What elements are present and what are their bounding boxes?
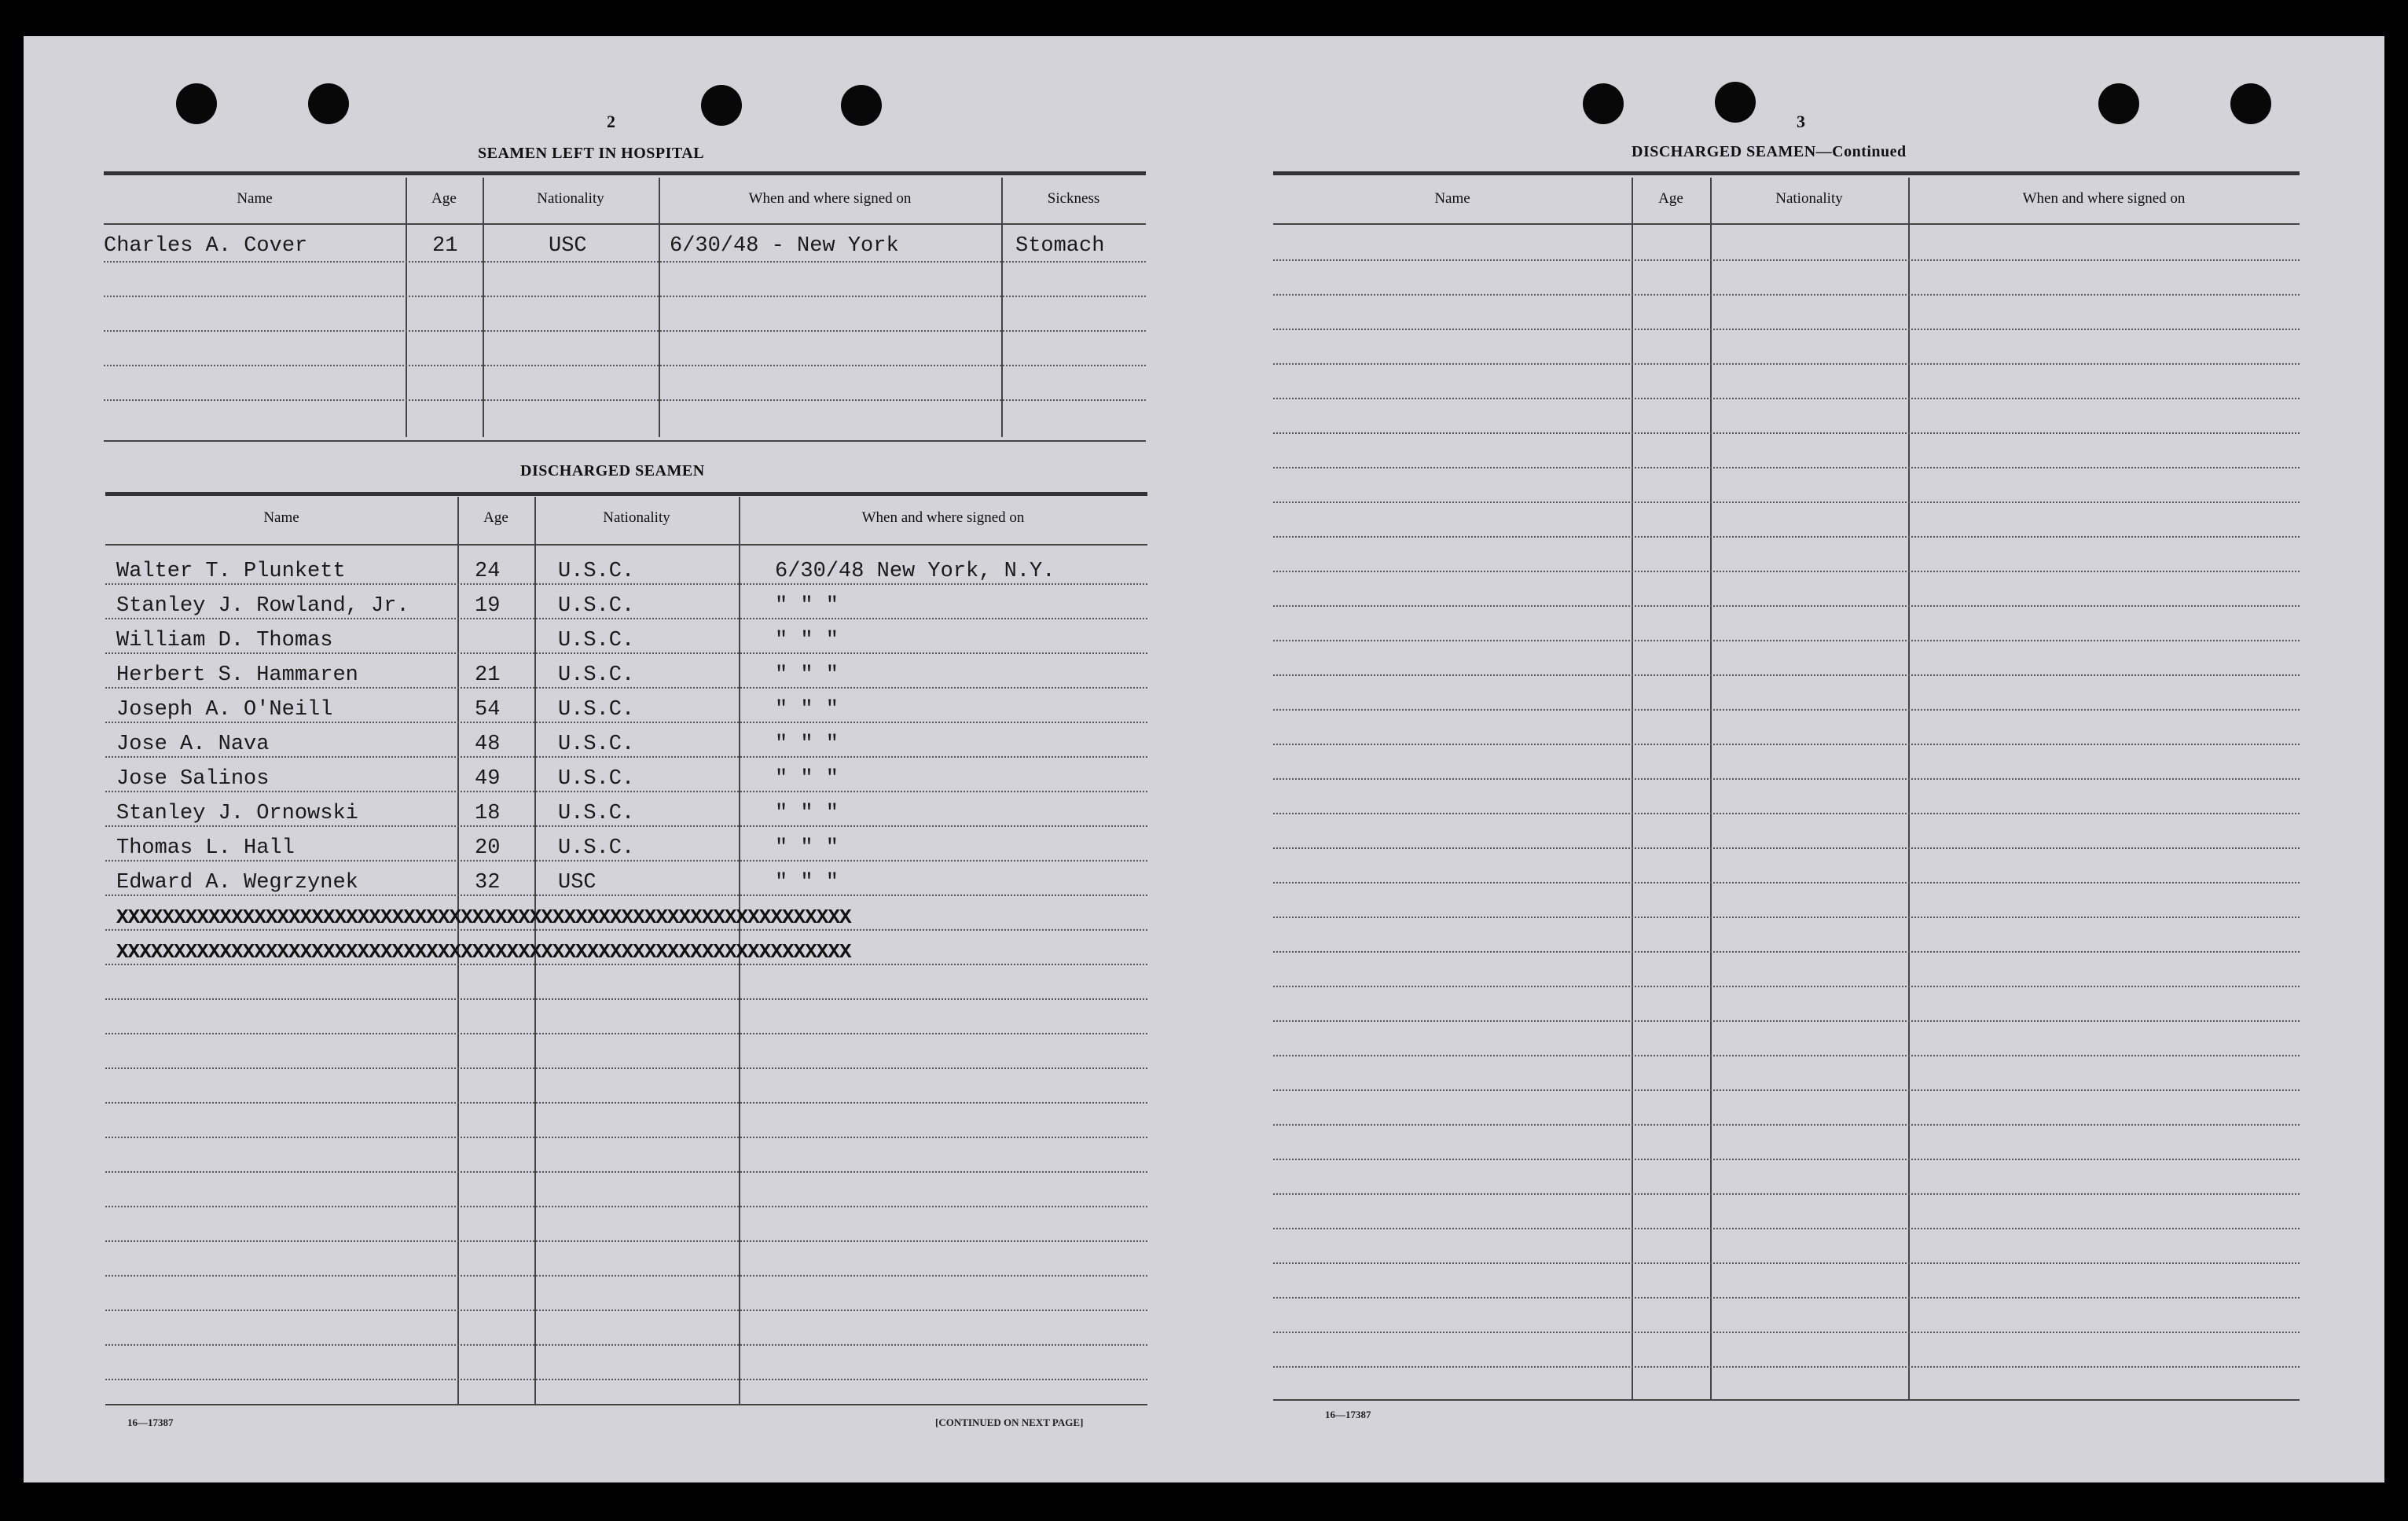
column-header: Name — [237, 190, 273, 207]
discharged-table — [105, 497, 1147, 1409]
discharged-continued-title: DISCHARGED SEAMEN—Continued — [1632, 143, 1907, 160]
hospital-signed-on: 6/30/48 - New York — [670, 234, 899, 258]
seaman-age: 20 — [475, 836, 501, 860]
seaman-nationality: USC — [558, 871, 596, 895]
hospital-age: 21 — [432, 234, 458, 258]
seaman-signed-on: " " " — [775, 663, 839, 687]
hospital-nationality: USC — [549, 234, 587, 258]
divider — [105, 492, 1147, 496]
seaman-age: 32 — [475, 871, 501, 895]
seaman-signed-on: " " " — [775, 802, 839, 825]
continued-note: [CONTINUED ON NEXT PAGE] — [935, 1416, 1084, 1428]
seaman-signed-on: " " " — [775, 871, 839, 895]
column-header: When and where signed on — [861, 509, 1025, 526]
page-number: 2 — [607, 112, 615, 131]
seaman-signed-on: " " " — [775, 629, 839, 652]
column-header: Name — [263, 509, 299, 526]
seaman-age: 21 — [475, 663, 501, 687]
seaman-nationality: U.S.C. — [558, 733, 635, 756]
seaman-age: 54 — [475, 698, 501, 722]
left-page — [24, 36, 1202, 1482]
seaman-nationality: U.S.C. — [558, 594, 635, 618]
seaman-name: Stanley J. Ornowski — [116, 802, 358, 825]
seaman-signed-on: 6/30/48 New York, N.Y. — [775, 560, 1055, 583]
struck-entry: XXXXXXXXXXXXXXXXXXXXXXXXXXXXXXXXXXXXXXXXXXXXXXXXXXXXXXXXXXXXXXXX — [116, 940, 851, 964]
hospital-sickness: Stomach — [1015, 234, 1105, 258]
page-number: 3 — [1797, 112, 1805, 131]
discharged-section-title: DISCHARGED SEAMEN — [520, 462, 705, 479]
column-header: Age — [483, 509, 508, 526]
seaman-signed-on: " " " — [775, 767, 839, 791]
discharged-continued-table — [1273, 178, 2300, 1404]
struck-entry: XXXXXXXXXXXXXXXXXXXXXXXXXXXXXXXXXXXXXXXXXXXXXXXXXXXXXXXXXXXXXXXX — [116, 906, 851, 929]
right-page — [1234, 36, 2381, 1482]
column-header: Nationality — [537, 190, 604, 207]
seaman-age: 49 — [475, 767, 501, 791]
hospital-section-title: SEAMEN LEFT IN HOSPITAL — [478, 145, 705, 162]
form-number: 16—17387 — [127, 1416, 174, 1428]
seaman-age: 19 — [475, 594, 501, 618]
column-header: Nationality — [603, 509, 670, 526]
seaman-name: Stanley J. Rowland, Jr. — [116, 594, 409, 618]
seaman-nationality: U.S.C. — [558, 663, 635, 687]
seaman-signed-on: " " " — [775, 836, 839, 860]
seaman-age: 24 — [475, 560, 501, 583]
divider — [104, 171, 1146, 175]
seaman-name: Herbert S. Hammaren — [116, 663, 358, 687]
column-header: Nationality — [1775, 190, 1843, 207]
seaman-signed-on: " " " — [775, 698, 839, 722]
seaman-nationality: U.S.C. — [558, 629, 635, 652]
column-header: When and where signed on — [2022, 190, 2186, 207]
seaman-name: Edward A. Wegrzynek — [116, 871, 358, 895]
column-header: Age — [431, 190, 457, 207]
document-sheet — [24, 36, 2384, 1482]
seaman-nationality: U.S.C. — [558, 836, 635, 860]
seaman-signed-on: " " " — [775, 594, 839, 618]
seaman-nationality: U.S.C. — [558, 802, 635, 825]
column-header: Sickness — [1047, 190, 1100, 207]
seaman-age: 18 — [475, 802, 501, 825]
hospital-name: Charles A. Cover — [104, 234, 308, 258]
seaman-name: Jose Salinos — [116, 767, 270, 791]
column-header: Name — [1434, 190, 1470, 207]
seaman-nationality: U.S.C. — [558, 767, 635, 791]
seaman-age: 48 — [475, 733, 501, 756]
seaman-nationality: U.S.C. — [558, 698, 635, 722]
seaman-nationality: U.S.C. — [558, 560, 635, 583]
seaman-signed-on: " " " — [775, 733, 839, 756]
seaman-name: Thomas L. Hall — [116, 836, 295, 860]
hospital-table — [104, 178, 1146, 475]
column-header: When and where signed on — [748, 190, 912, 207]
seaman-name: Jose A. Nava — [116, 733, 270, 756]
column-header: Age — [1658, 190, 1683, 207]
form-number: 16—17387 — [1325, 1409, 1371, 1420]
seaman-name: Joseph A. O'Neill — [116, 698, 333, 722]
seaman-name: William D. Thomas — [116, 629, 333, 652]
seaman-name: Walter T. Plunkett — [116, 560, 346, 583]
divider — [1273, 171, 2300, 175]
